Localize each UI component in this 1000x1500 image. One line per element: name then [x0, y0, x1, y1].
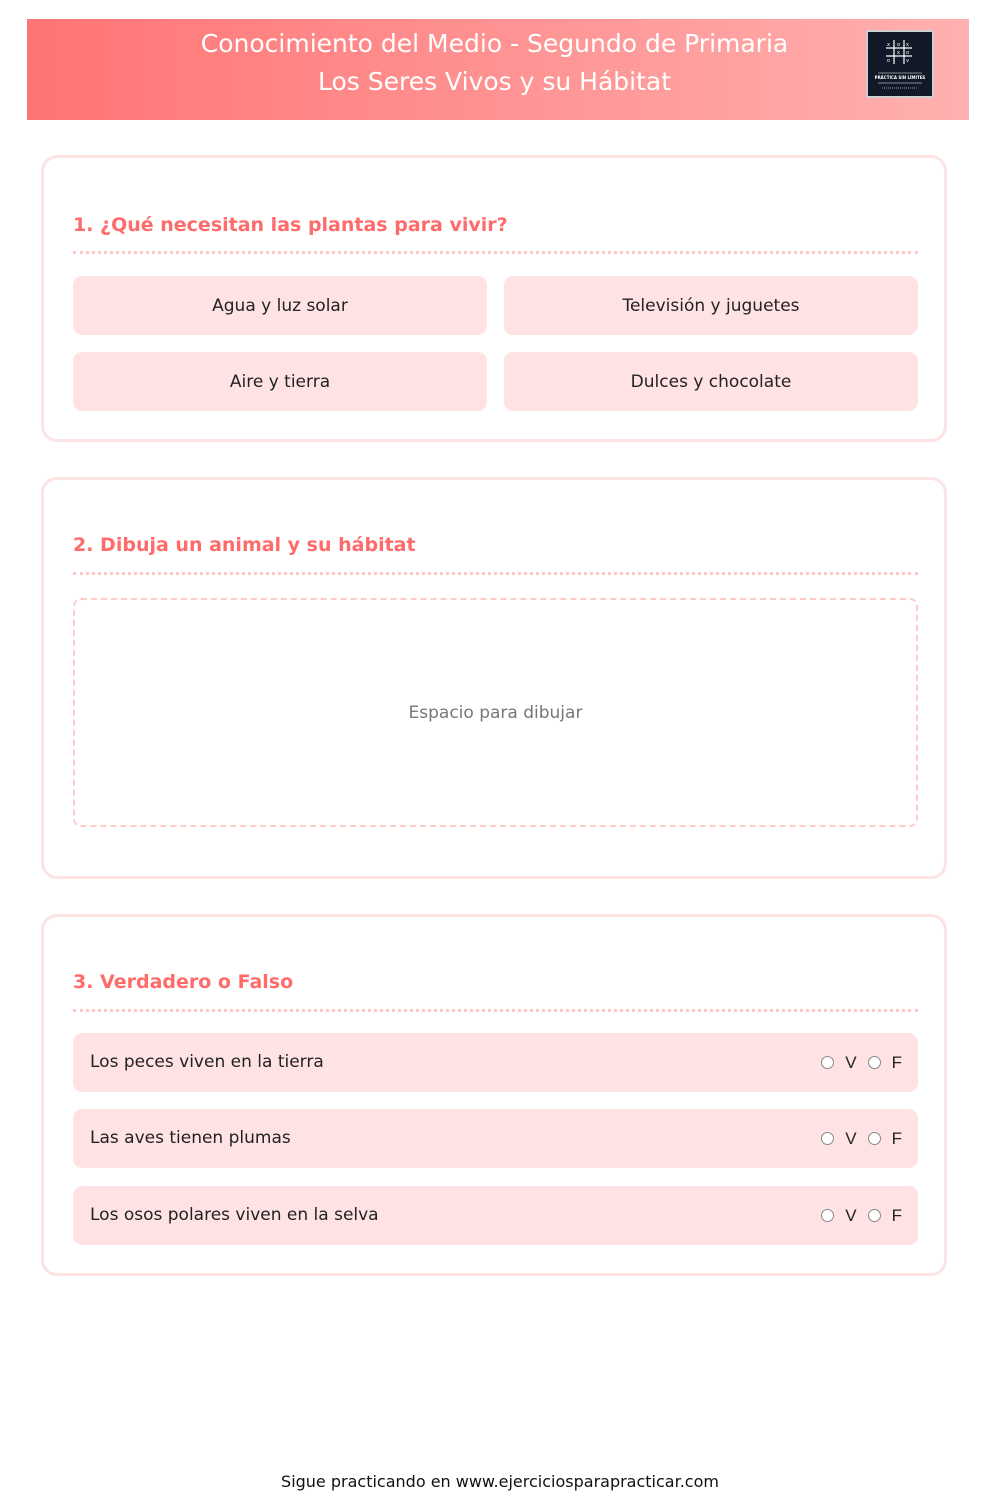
question-2-divider	[73, 572, 918, 575]
statement-row	[73, 1033, 918, 1092]
svg-text:o: o	[897, 42, 901, 48]
page-header	[27, 19, 969, 120]
statement-text: Los peces viven en la tierra	[90, 1052, 324, 1072]
false-label: F	[891, 1205, 902, 1225]
true-false-options	[821, 1186, 902, 1245]
svg-text:o: o	[906, 50, 910, 56]
option-aire-tierra[interactable]: Aire y tierra	[73, 352, 487, 411]
page-title	[27, 25, 962, 101]
question-2-title: 2. Dibuja un animal y su hábitat	[73, 534, 416, 556]
true-radio[interactable]	[821, 1132, 834, 1145]
question-2-card	[41, 477, 947, 879]
title-topic: Los Seres Vivos y su Hábitat	[317, 67, 672, 96]
false-radio[interactable]	[868, 1132, 881, 1145]
logo-grid-icon	[868, 32, 932, 96]
true-radio[interactable]	[821, 1209, 834, 1222]
true-radio[interactable]	[821, 1056, 834, 1069]
svg-text:x: x	[897, 50, 900, 56]
svg-text:o: o	[887, 58, 891, 64]
question-1-title: 1. ¿Qué necesitan las plantas para vivir?	[73, 214, 508, 236]
true-label: V	[845, 1052, 857, 1072]
option-television-juguetes[interactable]: Televisión y juguetes	[504, 276, 918, 335]
question-3-title: 3. Verdadero o Falso	[73, 971, 294, 993]
false-label: F	[891, 1128, 902, 1148]
drawing-area[interactable]	[73, 598, 918, 827]
true-false-options	[821, 1033, 902, 1092]
statement-row	[73, 1186, 918, 1245]
logo-wordmark: PRÁCTICA SIN LÍMITES	[874, 75, 926, 80]
question-1-card	[41, 155, 947, 442]
brand-logo	[866, 30, 934, 98]
svg-text:v: v	[906, 58, 909, 64]
statement-text: Las aves tienen plumas	[90, 1128, 291, 1148]
svg-text:x: x	[887, 42, 890, 48]
statement-text: Los osos polares viven en la selva	[90, 1205, 379, 1225]
option-agua-luz-solar[interactable]: Agua y luz solar	[73, 276, 487, 335]
true-label: V	[845, 1128, 857, 1148]
drawing-placeholder: Espacio para dibujar	[408, 702, 583, 723]
false-radio[interactable]	[868, 1056, 881, 1069]
question-3-card	[41, 914, 947, 1276]
footer-text: Sigue practicando en www.ejerciciosparapracticar.com	[281, 1472, 719, 1491]
true-label: V	[845, 1205, 857, 1225]
title-subject: Conocimiento del Medio - Segundo de Primaria	[200, 29, 789, 58]
svg-text:x: x	[906, 42, 909, 48]
statement-row	[73, 1109, 918, 1168]
false-radio[interactable]	[868, 1209, 881, 1222]
false-label: F	[891, 1052, 902, 1072]
true-false-options	[821, 1109, 902, 1168]
option-dulces-chocolate[interactable]: Dulces y chocolate	[504, 352, 918, 411]
question-3-divider	[73, 1009, 918, 1012]
question-1-divider	[73, 251, 918, 254]
